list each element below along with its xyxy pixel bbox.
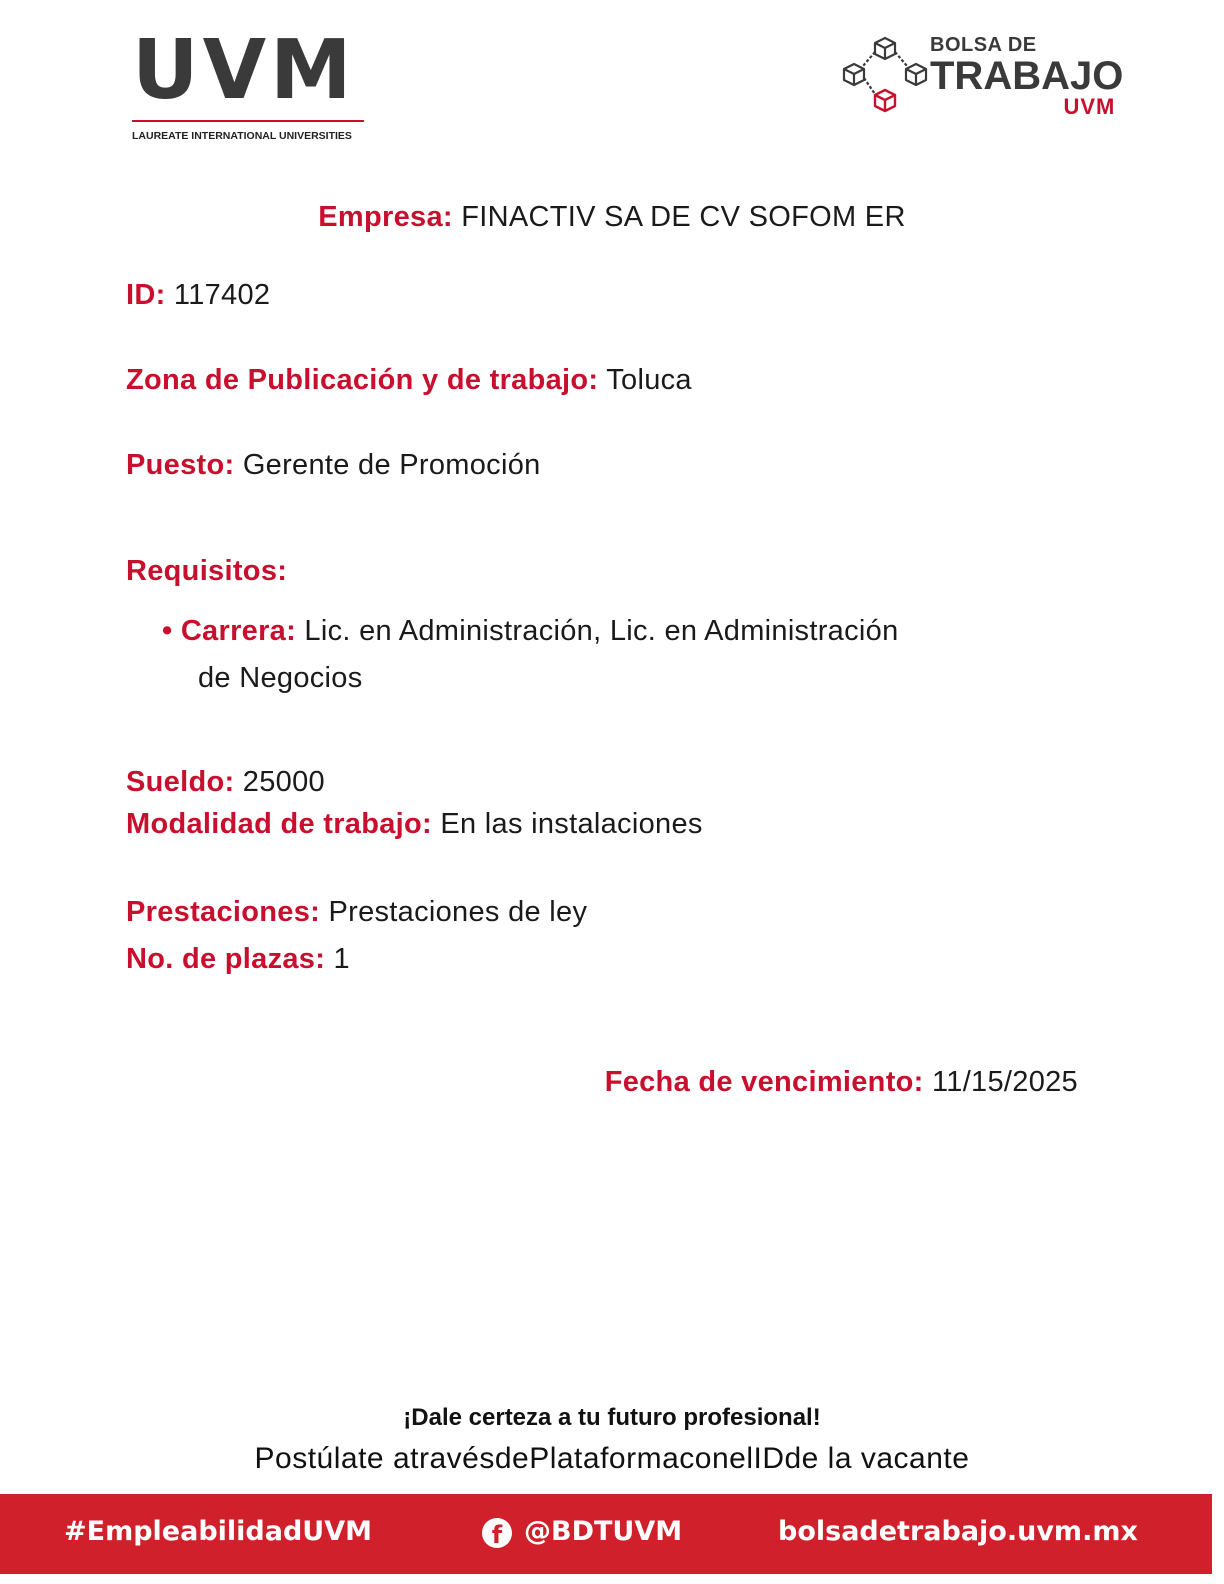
carrera-row xyxy=(162,614,899,648)
prestaciones-label: Prestaciones: xyxy=(126,896,321,928)
empresa-label: Empresa: xyxy=(318,201,453,233)
sueldo-value: 25000 xyxy=(242,766,325,798)
footer-website-link[interactable]: bolsadetrabajo.uvm.mx xyxy=(778,1516,1138,1547)
footer-apply-text: Postúlate atravésdePlataformaconelIDde la vacante xyxy=(254,1442,970,1475)
carrera-value-line2: de Negocios xyxy=(198,662,363,694)
plazas-label: No. de plazas: xyxy=(126,943,326,975)
zona-label: Zona de Publicación y de trabajo: xyxy=(126,364,599,396)
modalidad-row xyxy=(126,807,703,841)
carrera-row-continued xyxy=(198,661,363,695)
empresa-row xyxy=(0,200,1224,234)
id-label: ID: xyxy=(126,279,166,311)
empresa-value: FINACTIV SA DE CV SOFOM ER xyxy=(461,201,906,233)
requisitos-heading xyxy=(126,554,287,588)
facebook-icon: f xyxy=(482,1518,512,1548)
bolsa-logo-text xyxy=(930,34,1123,118)
prestaciones-row xyxy=(126,895,587,929)
cubes-network-icon xyxy=(842,34,928,120)
fecha-label: Fecha de vencimiento: xyxy=(604,1066,924,1098)
plazas-row xyxy=(126,942,350,976)
bullet-icon: • xyxy=(162,615,173,647)
carrera-value-line1: Lic. en Administración, Lic. en Administración xyxy=(304,615,899,647)
uvm-logo xyxy=(132,23,368,142)
sueldo-label: Sueldo: xyxy=(126,766,235,798)
uvm-logo-rule xyxy=(132,120,364,122)
plazas-value: 1 xyxy=(333,943,350,975)
footer-hashtag: #EmpleabilidadUVM xyxy=(64,1516,372,1547)
puesto-row xyxy=(126,448,541,482)
prestaciones-value: Prestaciones de ley xyxy=(328,896,588,928)
puesto-value: Gerente de Promoción xyxy=(242,449,541,481)
bolsa-logo-line3: UVM xyxy=(1063,94,1116,119)
fecha-value: 11/15/2025 xyxy=(932,1066,1078,1098)
bolsa-logo-line2: TRABAJO xyxy=(930,54,1124,98)
carrera-label: Carrera: xyxy=(180,615,297,647)
id-value: 117402 xyxy=(173,279,271,311)
id-row xyxy=(126,278,270,312)
bolsa-de-trabajo-logo xyxy=(842,30,1124,122)
modalidad-value: En las instalaciones xyxy=(440,808,703,840)
puesto-label: Puesto: xyxy=(126,449,235,481)
zona-value: Toluca xyxy=(606,364,692,396)
fecha-row xyxy=(605,1065,1078,1099)
modalidad-label: Modalidad de trabajo: xyxy=(126,808,432,840)
zona-row xyxy=(126,363,692,397)
bolsa-logo-line1: BOLSA DE xyxy=(930,34,1037,56)
footer-tagline: ¡Dale certeza a tu futuro profesional! xyxy=(403,1404,821,1431)
requisitos-label: Requisitos: xyxy=(126,555,288,587)
uvm-logo-letters: UVM xyxy=(132,23,356,118)
footer-bar xyxy=(0,1494,1212,1574)
footer-facebook[interactable] xyxy=(482,1512,682,1552)
sueldo-row xyxy=(126,765,325,799)
uvm-logo-subtitle: LAUREATE INTERNATIONAL UNIVERSITIES xyxy=(132,130,352,142)
footer-facebook-handle: @BDTUVM xyxy=(524,1516,683,1547)
